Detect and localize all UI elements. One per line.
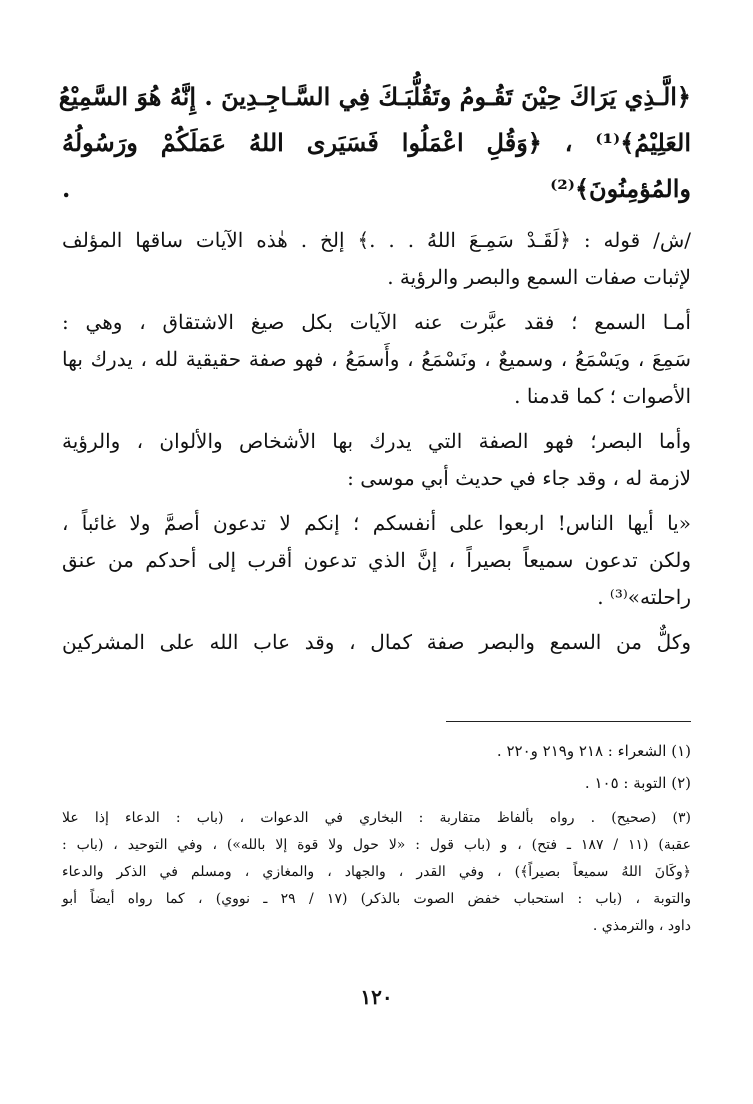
footnote-2: (٢) التوبة : ١٠٥ . (584, 774, 691, 792)
hadith-line: ولكن تدعون سميعاً بصيراً ، إنَّ الذي تدعون أقرب إلى أحدكم من عنق (62, 548, 691, 572)
footnotes (62, 735, 691, 940)
main-text (58, 74, 691, 661)
footnote-3-line: عقبة) (١١ / ١٨٧ ـ فتح) ، و (باب قول : «لا حول ولا قوة إلا بالله») ، وفي التوحيد ، (باب : (62, 837, 691, 853)
footnote-3-line: ﴿وكَانَ اللهُ سميعاً بصيراً﴾) ، وفي القدر ، والجهاد ، والمغازي ، ومسلم في الذكر والدعاء (62, 864, 691, 880)
closing-line: وكلٌّ من السمع والبصر صفة كمال ، وقد عاب الله على المشركين (62, 630, 691, 654)
sight-line: وأما البصر؛ فهو الصفة التي يدرك بها الأشخاص والألوان ، والرؤية (62, 429, 691, 453)
hadith-line: «يا أيها الناس! اربعوا على أنفسكم ؛ إنكم لا تدعون أصمَّ ولا غائباً ، (62, 511, 691, 535)
quran-verse-line: ﴿الَّـذِي يَرَاكَ حِيْنَ تَقُـومُ وتَقُلُّبَـكَ فِي السَّـاجِـدِينَ . إِنَّهُ هُوَ السَّمِيْعُ (58, 82, 691, 111)
hearing-line: أمـا السمع ؛ فقد عبَّرت عنه الآيات بكل صيغ الاشتقاق ، وهي : (62, 310, 691, 334)
footnote-3-line: والتوبة ، (باب : استحباب خفض الصوت بالذكر) (١٧ / ٢٩ ـ نووي) ، كما رواه أيضاً أبو (62, 891, 692, 907)
footnote-divider (446, 721, 691, 722)
footnote-1: (١) الشعراء : ٢١٨ و٢١٩ و٢٢٠ . (496, 742, 691, 760)
quran-verse-line: العَلِيْمُ﴾⁽¹⁾ ، ﴿وَقُلِ اعْمَلُوا فَسَيَرى اللهُ عَمَلَكُمْ ورَسُولُهُ (62, 128, 691, 157)
footnote-3-line: (٣) (صحيح) . رواه بألفاظ متقاربة : البخاري في الدعوات ، (باب : الدعاء إذا علا (62, 810, 691, 826)
footnote-3-line: داود ، والترمذي . (592, 918, 691, 934)
sight-line: لازمة له ، وقد جاء في حديث أبي موسى : (347, 466, 691, 490)
hearing-line: سَمِعَ ، ويَسْمَعُ ، وسميعٌ ، ونَسْمَعُ ، وأَسمَعُ ، فهو صفة حقيقية لله ، يدرك بها (62, 347, 691, 371)
commentary-line: لإثبات صفات السمع والبصر والرؤية . (387, 265, 691, 289)
hearing-line: الأصوات ؛ كما قدمنا . (514, 384, 691, 408)
quran-verse-line: والمُؤمِنُونَ﴾⁽²⁾ . (62, 174, 691, 203)
commentary-line: /ش/ قوله : ﴿لَقَـدْ سَمِـعَ اللهُ . . .﴾ إلخ . هٰذه الآيات ساقها المؤلف (62, 228, 691, 252)
hadith-line: راحلته»⁽³⁾ . (597, 585, 691, 609)
page-number: ١٢٠ (360, 985, 393, 1009)
